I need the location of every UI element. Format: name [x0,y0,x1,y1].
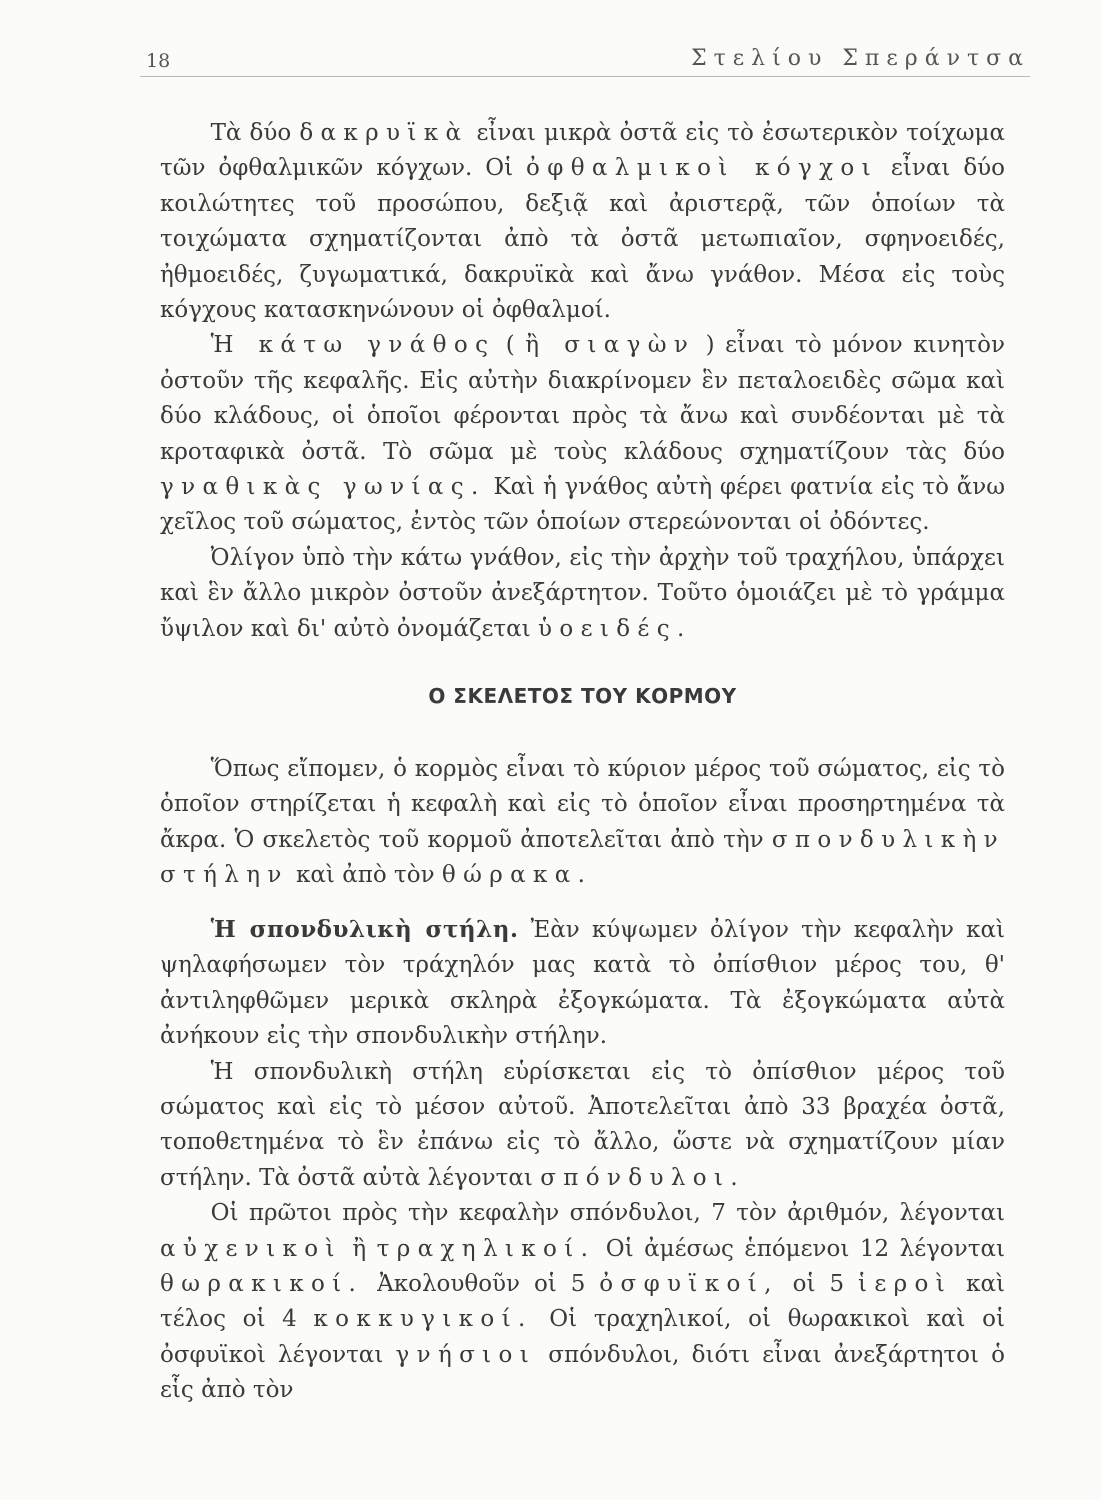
spaced-term: γνήσιοι [395,1341,537,1368]
spaced-term: ὑοειδές. [538,615,692,642]
text: σπόνδυλοι, διότι εἶναι ἀνεξάρτητοι ὁ εἷς ἀπὸ τὸν [160,1341,1006,1404]
text-block-head-bones [160,116,1005,647]
text: εἶναι μικρὰ ὀστᾶ εἰς τὸ ἐσωτερικὸν τοίχωμα τῶν ὀφθαλμικῶν κόγχων. Οἱ [160,120,1006,182]
section-heading: Ο ΣΚΕΛΕΤΟΣ ΤΟΥ ΚΟΡΜΟΥ [428,684,737,708]
paragraph-spine-intro [160,912,1005,1055]
spaced-term: ἢ σιαγὼν [525,332,696,359]
text: ) εἶναι τὸ μόνον κινητὸν ὀστοῦν τῆς κεφαλῆς. Εἰς αὐτὴν διακρίνομεν ἓν πεταλοειδὲς σῶμα καὶ δύο κλάδους, οἱ ὁποῖοι φέρονται πρὸς τὰ ἄνω καὶ συνδέονται μὲ τὰ κροταφικὰ ὀστᾶ. Τὸ σῶμα μὲ τοὺς κλάδους σχηματίζουν τὰς δύο [160,332,1005,465]
spaced-term: σπονδυλικὴν στήλην [160,826,1005,889]
spaced-term: δακρυϊκὰ [299,120,469,146]
text: εἶναι δύο κοιλώτητες τοῦ προσώπου, δεξιᾷ καὶ ἀριστερᾷ, τῶν ὁποίων τὰ τοιχώματα σχηματίζονται ἀπὸ τὰ ὀστᾶ μετωπιαῖον, σφηνοειδές, ἠθμοειδές, ζυγωματικά, δακρυϊκὰ καὶ ἄνω γνάθον. Μέσα εἰς τοὺς κόγχους κατασκηνώνουν οἱ ὀφθαλμοί. [160,155,1005,324]
text: Ἀκολουθοῦν οἱ 5 [363,1271,600,1298]
text: Οἱ πρῶτοι πρὸς τὴν κεφαλὴν σπόνδυλοι, 7 τὸν ἀριθμόν, λέγονται [210,1200,1005,1227]
spaced-term: τραχηλικοί. [376,1235,596,1262]
spaced-term: κοκκυγικοί. [313,1306,533,1333]
text: Ὀλίγον ὑπὸ τὴν κάτω γνάθον, εἰς τὴν ἀρχὴν τοῦ τραχήλου, ὑπάρχει καὶ ἓν ἄλλο μικρὸν ὀστοῦν ἀνεξάρτητον. Τοῦτο ὁμοιάζει μὲ τὸ γράμμα ὔψιλον καὶ δι' αὐτὸ ὀνομάζεται [160,544,1005,642]
text: Οἱ τραχηλικοί, οἱ θωρακικοὶ καὶ οἱ ὀσφυϊκοὶ λέγονται [160,1306,1005,1368]
text: οἱ 5 [778,1271,859,1298]
page-number: 18 [146,50,171,72]
paragraph-lacrimal [160,116,1005,328]
spaced-term: θωρακικοί. [160,1271,364,1298]
text: Τὰ δύο [210,120,300,146]
paragraph-vertebrae-types [160,1196,1005,1408]
text: Ὅπως εἴπομεν, ὁ κορμὸς εἶναι τὸ κύριον μέρος τοῦ σώματος, εἰς τὸ ὁποῖον στηρίζεται ἡ κεφαλὴ καὶ εἰς τὸ ὁποῖον εἶναι προσηρτημένα τὰ ἄκρα. Ὁ σκελετὸς τοῦ κορμοῦ ἀποτελεῖται ἀπὸ τὴν [160,756,1005,853]
spaced-term: αὐχενικοὶ [160,1235,342,1262]
text: ἢ [341,1235,377,1262]
paragraph-spine-location [160,1055,1005,1197]
paragraph-hyoid [160,541,1005,647]
paragraph-mandible [160,328,1005,540]
spaced-term: Ἡ κάτω γνάθος [210,332,496,359]
spaced-term: γναθικὰς γωνίας. [160,474,486,501]
subsection-title: Ἡ σπονδυλικὴ στήλη. [210,916,519,943]
spaced-term: ὀσφυϊκοί, [599,1271,779,1298]
text: καὶ τέλος οἱ 4 [160,1271,1005,1333]
page-header [140,40,1030,77]
text: καὶ ἀπὸ τὸν [288,862,442,889]
text: Ἡ σπονδυλικὴ στήλη εὑρίσκεται εἰς τὸ ὀπίσθιον μέρος τοῦ σώματος καὶ εἰς τὸ μέσον αὐτοῦ. Ἀποτελεῖται ἀπὸ 33 βραχέα ὀστᾶ, τοποθετημένα τὸ ἓν ἐπάνω εἰς τὸ ἄλλο, ὥστε νὰ σχηματίζουν μίαν στήλην. Τὰ ὀστᾶ αὐτὰ λέγονται [160,1058,1005,1191]
text: Οἱ ἀμέσως ἑπόμενοι 12 λέγονται [595,1235,1005,1262]
paragraph-trunk [160,752,1005,894]
text: Ἐὰν κύψωμεν ὀλίγον τὴν κεφαλὴν καὶ ψηλαφήσωμεν τὸν τράχηλόν μας κατὰ τὸ ὀπίσθιον μέρος του, θ' ἀντιληφθῶμεν μερικὰ σκληρὰ ἐξογκώματα. Τὰ ἐξογκώματα αὐτὰ ἀνήκουν εἰς τὴν σπονδυλικὴν στήλην. [160,917,1005,1050]
running-title: Στελίου Σπεράντσα [691,46,1030,71]
text-block-spine [160,912,1005,1409]
spaced-term: ἱεροὶ [858,1271,953,1298]
text-block-trunk-intro [160,752,1005,894]
text: Καὶ ἡ γνάθος αὐτὴ φέρει φατνία εἰς τὸ ἄνω χεῖλος τοῦ σώματος, ἐντὸς τῶν ὁποίων στερεώνονται οἱ ὀδόντες. [160,474,1005,536]
text: ( [495,332,526,359]
spaced-term: θώρακα. [441,862,593,889]
spaced-term: σπόνδυλοι. [540,1164,746,1191]
spaced-term: ὀφθαλμικοὶ κόγχοι [526,155,878,182]
